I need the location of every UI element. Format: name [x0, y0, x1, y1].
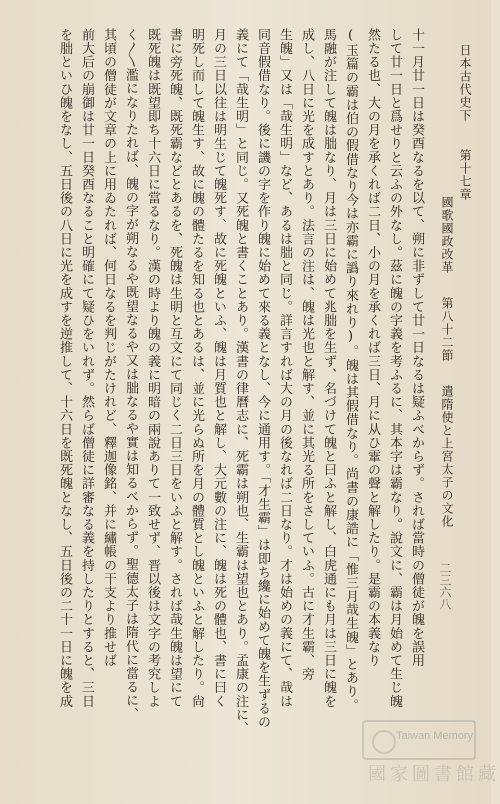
body-column: 既死魄は既望即ち十六日に當るなり。漢の時より魄の義に明暗の兩說ありて一致せず、晋以後は文字の考究しよ	[145, 28, 160, 708]
body-column: 生魄」又は「哉生明」など、あるは朏と同じ。詳言すれば大の月の後なれば二日なり。才は始めの義にて、哉は	[277, 28, 292, 708]
body-column: 然たる也、大の月を承くれば二日、小の月を承くれば三日、月に从ひ䨣の聲と解したり。是霸の本義なり	[365, 28, 380, 668]
body-column: 明死し而して魄生す、故に魄の體たるを知る也とあるは、並に光らぬ所を月の體質とし魄といふと解したり。尙	[189, 28, 204, 708]
watermark-english: Taiwan Memory	[396, 730, 474, 742]
watermark-chinese: 國家圖書館藏	[368, 764, 500, 785]
library-watermark	[362, 720, 500, 785]
page-number: 二三六八	[438, 562, 452, 610]
section-title: 遣隋使と上宮太子の文化	[440, 385, 454, 528]
chapter-title: 國歌國政改革	[440, 196, 454, 274]
body-column: して廿一日と爲せりと云ふの外なし。茲に魄の字義を考ふるに、其本字は霸なり。說文に、霸は月始めて生じ魄	[387, 28, 402, 708]
body-column: 同音假借なり。後に譏の字を作り魄に始めて來る義となし、今に通用す。「才生霸」は即ち纔に始めて魄を生ずるの	[255, 28, 270, 729]
body-column: 馬融が注して魄は朏なり、月は三日に始めて兆朏を生ず、名づけて魄と曰ふと解し、白虎通にも月は三日に魄を	[321, 28, 336, 708]
section-number: 第八十二節	[440, 297, 454, 362]
chapter-number: 第十七章	[458, 149, 472, 201]
body-column: 十一月廿一日は癸酉なるを以て、朔に非ずして廿一日なるは疑ふべからず。されば當時の僧徒が魄を誤用	[409, 28, 424, 668]
body-column: く〳〵濫になりたれば、魄の字が朔なるや既望なるや又は朏なるや實は知るべからず。聖德太子は隋代に當るに、	[123, 28, 138, 721]
body-column: (玉篇の霸は伯の假借なり今は亦霸に譌り來れり)。魄は其假借なり。尚書の康誥に「惟三月哉生魄」とあり。	[343, 28, 358, 712]
body-column: 義にて「哉生明」と同じ。又死魄と書くことあり。漢書の律曆志に、死霸は朔也、生霸は望也とあり。孟康の注に、	[233, 28, 248, 736]
body-column: 成し、八日に光を成すとあり。法言の注は、魄は光也と解す、並に其光る所をさしていふ。古に才生霸、旁	[299, 28, 314, 681]
body-column: 其頃の僧徒が文章の上に用ゐたれば、何日なるを判じがたけれど、釋迦像銘、并に繡帳の干支より推せば	[101, 28, 116, 668]
body-column: 月の三日以往は明生じて魄死す、故に死魄といふ、魄は月質也と解し、大元數の注に、魄は死の體也、書に曰く	[211, 28, 226, 708]
body-column: 前大后の崩御は廿一日癸酉なること明確にて疑ひをいれず。然らば僧徒に詳審なる義を持したりとすると、三日	[79, 28, 94, 708]
body-column: 書に旁死魄、既死霸などとあるを、死魄は生明と互文にて同じく二日三日をいふと解す。されば哉生魄は望にて	[167, 28, 182, 708]
running-head-book	[458, 44, 474, 474]
running-head-section	[440, 196, 456, 528]
body-column: を朏といひ魄をなし、五日後の八日に光を成すを逆推して、十六日を既死魄となし、五日後の二十一日に魄を成	[57, 28, 72, 708]
book-title: 日本古代史下	[458, 44, 472, 122]
